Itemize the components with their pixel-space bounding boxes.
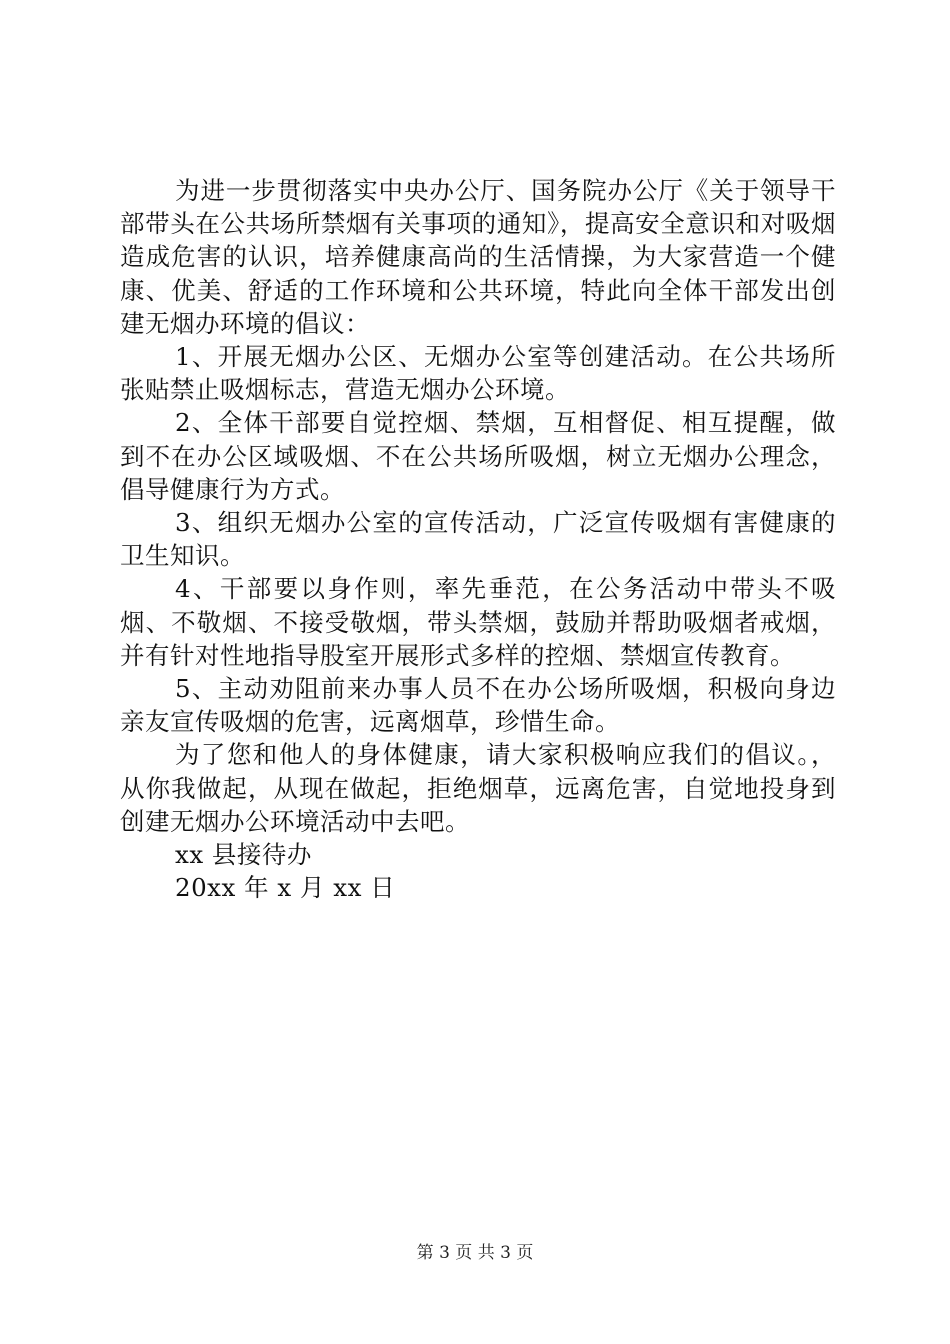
signature-date: 20xx 年 x 月 xx 日 (175, 873, 396, 903)
paragraph-item-4: 4、干部要以身作则，率先垂范，在公务活动中带头不吸烟、不敬烟、不接受敬烟，带头禁烟，鼓励并帮助吸烟者戒烟，并有针对性地指导股室开展形式多样的控烟、禁烟宣传教育。 (120, 574, 836, 670)
paragraph-item-5: 5、主动劝阻前来办事人员不在办公场所吸烟，积极向身边亲友宣传吸烟的危害，远离烟草，珍惜生命。 (120, 674, 836, 737)
paragraph-closing: 为了您和他人的身体健康，请大家积极响应我们的倡议。，从你我做起，从现在做起，拒绝烟草，远离危害，自觉地投身到创建无烟办公环境活动中去吧。 (120, 740, 836, 836)
document-body (120, 174, 836, 904)
signature-organization: xx 县接待办 (175, 840, 312, 870)
paragraph-intro: 为进一步贯彻落实中央办公厅、国务院办公厅《关于领导干部带头在公共场所禁烟有关事项的通知》，提高安全意识和对吸烟造成危害的认识，培养健康高尚的生活情操，为大家营造一个健康、优美、舒适的工作环境和公共环境，特此向全体干部发出创建无烟办环境的倡议： (120, 176, 836, 338)
paragraph-item-3: 3、组织无烟办公室的宣传活动，广泛宣传吸烟有害健康的卫生知识。 (120, 508, 836, 571)
paragraph-item-1: 1、开展无烟办公区、无烟办公室等创建活动。在公共场所张贴禁止吸烟标志，营造无烟办公环境。 (120, 342, 836, 405)
page-number-footer: 第 3 页 共 3 页 (416, 1243, 534, 1263)
paragraph-item-2: 2、全体干部要自觉控烟、禁烟，互相督促、相互提醒，做到不在办公区域吸烟、不在公共场所吸烟，树立无烟办公理念，倡导健康行为方式。 (120, 408, 836, 504)
